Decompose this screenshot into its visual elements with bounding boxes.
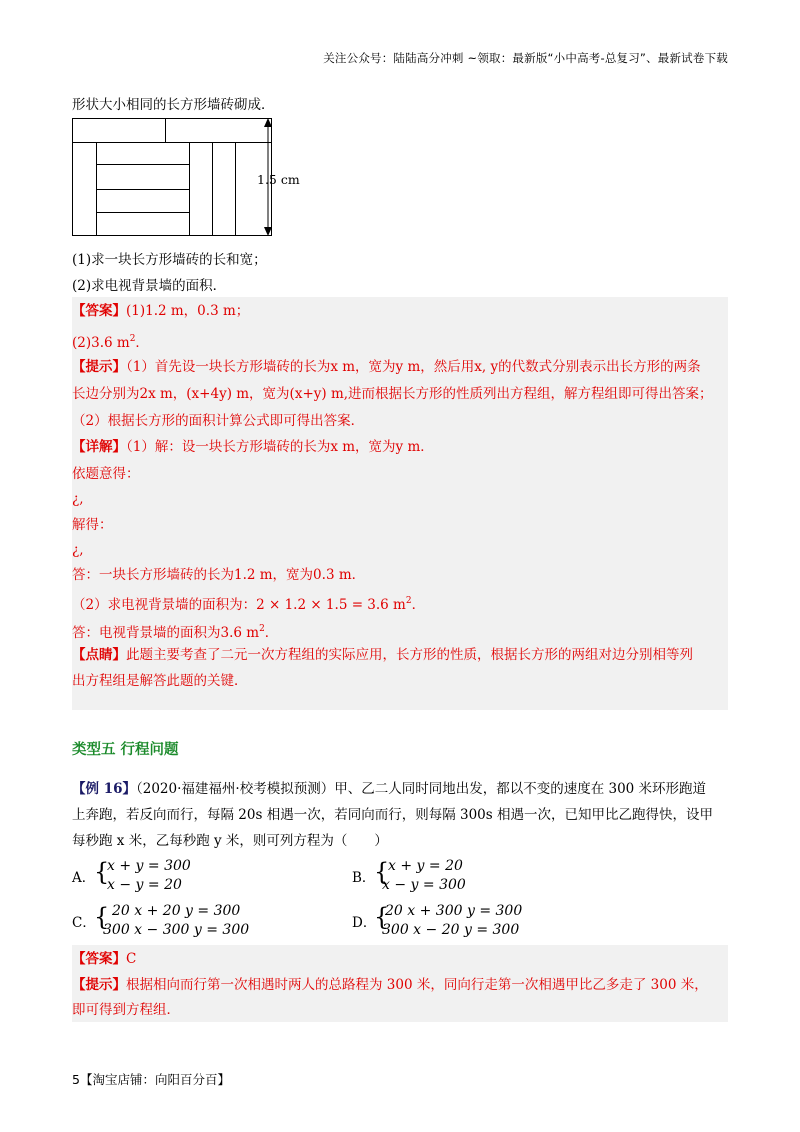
answer-text-2-end: ． (135, 335, 149, 351)
hint-line-1 (72, 357, 701, 377)
detail-line-3: ¿, (72, 491, 84, 507)
option-d-eq1: 20 x + 300 y = 300 (385, 903, 523, 919)
answer-exponent: 2 (129, 334, 136, 344)
intro-text: 形状大小相同的长方形墙砖砌成． (72, 97, 275, 113)
detail-line-8 (72, 619, 278, 643)
example-line-2: 上奔跑，若反向而行，每隔 20s 相遇一次，若同向而行，则每隔 300s 相遇一次，已知甲比乙跑得快，设甲 (72, 807, 713, 823)
hint2-line-1 (72, 975, 708, 995)
detail-text-8: 答：电视背景墙的面积为3.6 m (72, 625, 260, 641)
option-a-eq2: x − y = 20 (107, 877, 182, 893)
hint2-tag: 【提示】 (72, 977, 126, 993)
answer-text-2: (2)3.6 m (72, 335, 130, 351)
option-c-eq2: 300 x − 300 y = 300 (103, 922, 250, 938)
answer2-tag: 【答案】 (72, 951, 126, 967)
detail-exponent-7: 2 (405, 596, 412, 606)
detail-text-1: （1）解：设一块长方形墙砖的长为x m，宽为y m． (126, 439, 434, 455)
point-tag: 【点睛】 (72, 647, 126, 663)
answer2-value: C (126, 951, 137, 967)
example-tag: 【例 16】 (72, 781, 136, 797)
hint2-line-2: 即可得到方程组． (72, 1002, 180, 1018)
option-d-label: D． (352, 915, 377, 931)
detail-text-8-end: ． (264, 625, 279, 641)
hint-text-1: （1）首先设一块长方形墙砖的长为x m，宽为y m，然后用x, y的代数式分别表示出长方形的两条 (126, 359, 701, 375)
hint2-text-1: 根据相向而行第一次相遇时两人的总路程为 300 米，同向行走第一次相遇甲比乙多走了 300 米， (126, 977, 708, 993)
example-text-1: （2020·福建福州·校考模拟预测）甲、乙二人同时同地出发，都以不变的速度在 300 米环形跑道 (136, 781, 707, 797)
hint-line-2: 长边分别为2x m，(x+4y) m，宽为(x+y) m,进而根据长方形的性质列出方程组，解方程组即可得出答案； (72, 386, 713, 402)
option-b-eq2: x − y = 300 (382, 877, 466, 893)
detail-text-7-end: ． (411, 597, 426, 613)
option-a-eq1: x + y = 300 (107, 858, 191, 874)
option-b-brace: { (374, 858, 390, 886)
point-text-1: 此题主要考查了二元一次方程组的实际应用，长方形的性质，根据长方形的两组对边分别相等列 (126, 647, 693, 663)
option-a-label: A． (72, 870, 96, 886)
option-b-eq1: x + y = 20 (388, 858, 463, 874)
detail-exponent-8: 2 (259, 624, 265, 634)
detail-line-6: 答：一块长方形墙砖的长为1.2 m，宽为0.3 m． (72, 567, 366, 583)
detail-line-7 (72, 591, 425, 615)
figure-dimension-label: 1.5 cm (257, 172, 300, 187)
option-d-eq2: 300 x − 20 y = 300 (382, 922, 520, 938)
hint-tag: 【提示】 (72, 359, 126, 375)
page-header: 关注公众号：陆陆高分冲刺 ~领取：最新版“小中高考-总复习”、最新试卷下载 (323, 51, 728, 65)
detail-line-2: 依题意得： (72, 466, 140, 482)
option-c-eq1: 20 x + 20 y = 300 (112, 903, 241, 919)
option-b-label: B． (352, 870, 376, 886)
option-c-brace: { (94, 903, 110, 931)
point-line-2: 出方程组是解答此题的关键． (72, 673, 248, 689)
detail-line-1 (72, 437, 434, 457)
example-line-3: 每秒跑 x 米，乙每秒跑 y 米，则可列方程为（ ） (72, 833, 388, 849)
example-line-1 (72, 779, 706, 799)
answer2-line (72, 949, 136, 969)
hint-line-3: （2）根据长方形的面积计算公式即可得出答案． (72, 413, 365, 429)
question-1: (1)求一块长方形墙砖的长和宽； (72, 252, 267, 268)
detail-text-7: （2）求电视背景墙的面积为：2 × 1.2 × 1.5 = 3.6 m (72, 597, 406, 613)
answer-line-2 (72, 329, 149, 353)
option-a-brace: { (94, 858, 110, 886)
option-d-brace: { (374, 903, 390, 931)
question-2: (2)求电视背景墙的面积． (72, 278, 227, 294)
answer-line-1 (72, 301, 249, 321)
point-line-1 (72, 645, 693, 665)
detail-line-5: ¿, (72, 542, 84, 558)
answer-tag: 【答案】 (72, 303, 126, 319)
page-footer: 5【淘宝店铺：向阳百分百】 (72, 1072, 230, 1087)
detail-line-4: 解得： (72, 517, 113, 533)
option-c-label: C． (72, 915, 96, 931)
answer-text-1: (1)1.2 m，0.3 m； (126, 303, 250, 319)
detail-tag: 【详解】 (72, 439, 126, 455)
section-title: 类型五 行程问题 (72, 742, 179, 758)
